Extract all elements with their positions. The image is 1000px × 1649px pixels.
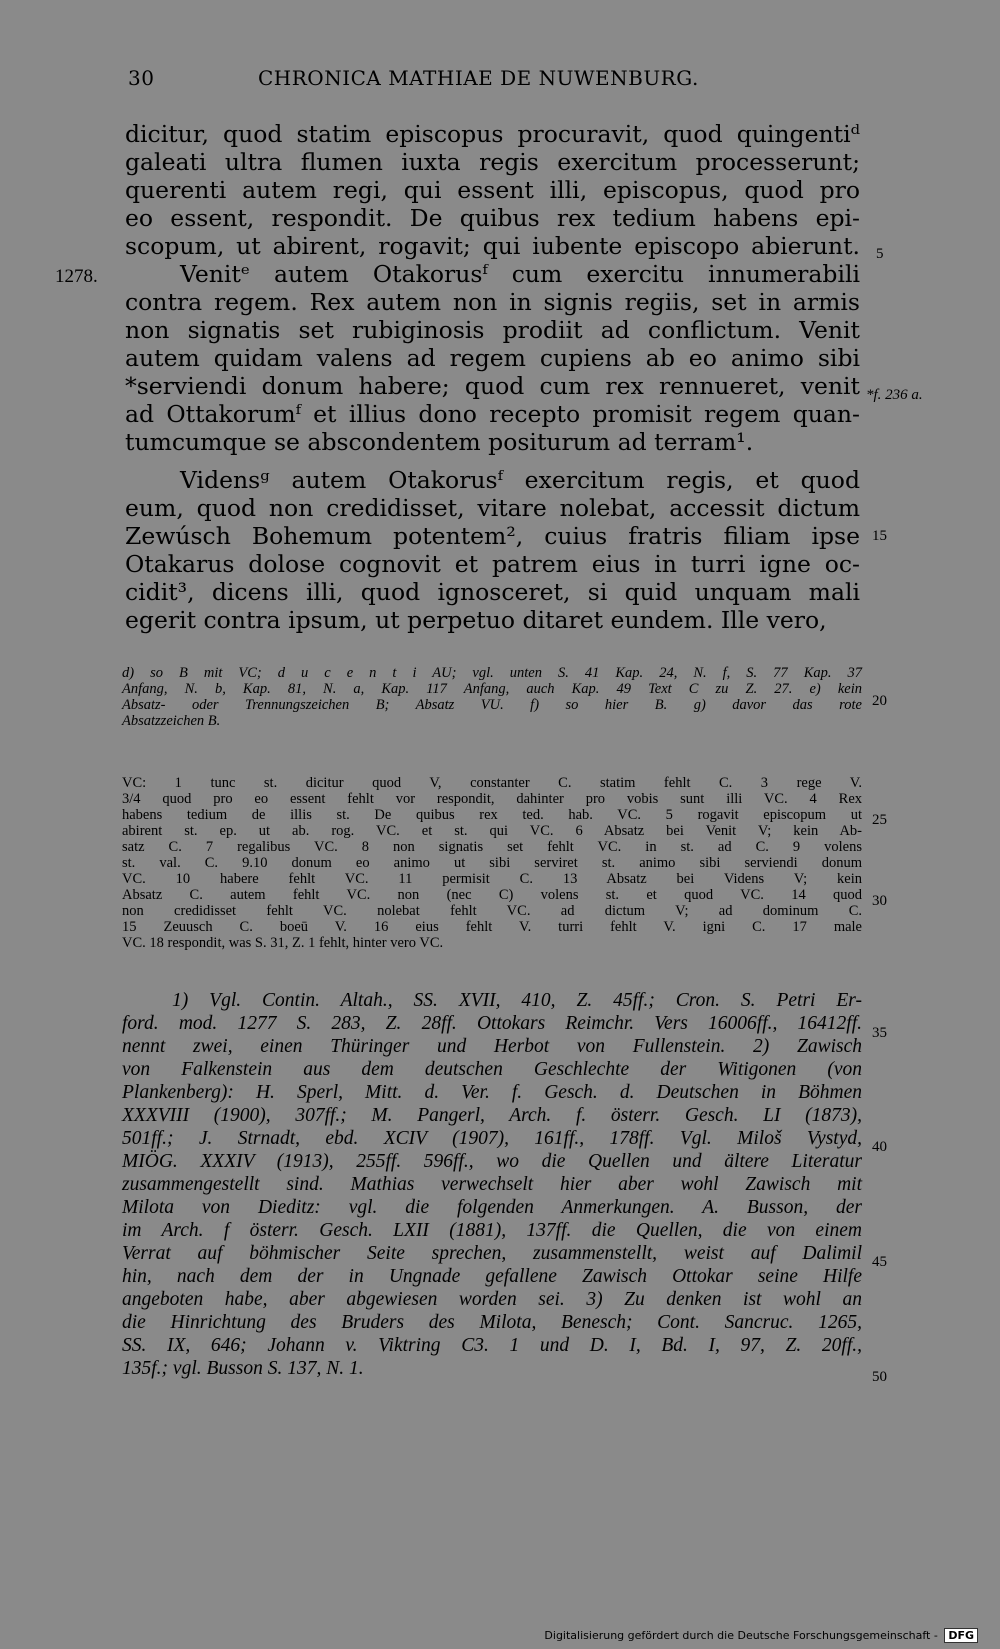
text-line: tumcumque se abscondentem positurum ad terram¹. bbox=[125, 428, 754, 456]
margin-line-number: 30 bbox=[872, 893, 887, 909]
text-line: scopum, ut abirent, rogavit; qui iubente episcopo abierunt. bbox=[125, 232, 860, 260]
variant-line: st. val. C. 9.10 donum eo animo ut sibi serviret st. animo sibi serviendi donum bbox=[122, 855, 862, 871]
text-line: non signatis set rubiginosis prodiit ad conflictum. Venit bbox=[125, 316, 860, 344]
text-line: contra regem. Rex autem non in signis regiis, set in armis bbox=[125, 288, 860, 316]
text-line: *serviendi donum habere; quod cum rex rennueret, venit bbox=[125, 372, 860, 400]
footnote-line: 1) Vgl. Contin. Altah., SS. XVII, 410, Z. 45ff.; Cron. S. Petri Er- bbox=[172, 990, 862, 1011]
margin-line-number: 15 bbox=[872, 528, 887, 544]
footnote-line: Plankenberg): H. Sperl, Mitt. d. Ver. f. Gesch. d. Deutschen in Böhmen bbox=[122, 1082, 862, 1103]
apparatus-line: Absatz- oder Trennungszeichen B; Absatz VU. f) so hier B. g) davor das rote bbox=[122, 697, 862, 713]
text-line: ad Ottakorumᶠ et illius dono recepto promisit regem quan- bbox=[125, 400, 860, 428]
footnote-line: XXXVIII (1900), 307ff.; M. Pangerl, Arch. f. österr. Gesch. LI (1873), bbox=[122, 1105, 862, 1126]
variant-line: abirent st. ep. ut ab. rog. VC. et st. qui VC. 6 Absatz bei Venit V; kein Ab- bbox=[122, 823, 862, 839]
margin-line-number: 50 bbox=[872, 1369, 887, 1385]
footnote-line: angeboten habe, aber abgewiesen worden sei. 3) Zu denken ist wohl an bbox=[122, 1289, 862, 1310]
text-line: Otakarus dolose cognovit et patrem eius in turri igne oc- bbox=[125, 550, 860, 578]
footnote-line: SS. IX, 646; Johann v. Viktring C3. 1 und D. I, Bd. I, 97, Z. 20ff., bbox=[122, 1335, 862, 1356]
margin-line-number: 5 bbox=[876, 246, 884, 262]
text-line: egerit contra ipsum, ut perpetuo ditaret eundem. Ille vero, bbox=[125, 606, 827, 634]
margin-line-number: 45 bbox=[872, 1254, 887, 1270]
footnote-line: 501ff.; J. Strnadt, ebd. XCIV (1907), 161ff., 178ff. Vgl. Miloš Vystyd, bbox=[122, 1128, 862, 1149]
footnote-line: im Arch. f österr. Gesch. LXII (1881), 137ff. die Quellen, die von einem bbox=[122, 1220, 862, 1241]
variant-line: Absatz C. autem fehlt VC. non (nec C) volens st. et quod VC. 14 quod bbox=[122, 887, 862, 903]
margin-line-number: 25 bbox=[872, 812, 887, 828]
text-line: Zewúsch Bohemum potentem², cuius fratris filiam ipse bbox=[125, 522, 860, 550]
footnote-line: Verrat auf böhmischer Seite sprechen, zusammenstellt, weist auf Dalimil bbox=[122, 1243, 862, 1264]
page-number: 30 bbox=[128, 66, 155, 90]
text-line: Venitᵉ autem Otakorusᶠ cum exercitu innumerabili bbox=[180, 260, 860, 288]
text-line: autem quidam valens ad regem cupiens ab eo animo sibi bbox=[125, 344, 860, 372]
footnote-line: hin, nach dem der in Ungnade gefallene Zawisch Ottokar seine Hilfe bbox=[122, 1266, 862, 1287]
variant-line: 3/4 quod pro eo essent fehlt vor respondit, dahinter pro vobis sunt illi VC. 4 Rex bbox=[122, 791, 862, 807]
variant-line: habens tedium de illis st. De quibus rex ted. hab. VC. 5 rogavit episcopum ut bbox=[122, 807, 862, 823]
apparatus-line: Absatzzeichen B. bbox=[122, 713, 221, 729]
text-line: querenti autem regi, qui essent illi, episcopus, quod pro bbox=[125, 176, 860, 204]
text-line: galeati ultra flumen iuxta regis exercitum processerunt; bbox=[125, 148, 860, 176]
footnote-line: von Falkenstein aus dem deutschen Geschlechte der Witigonen (von bbox=[122, 1059, 862, 1080]
credit-text: Digitalisierung gefördert durch die Deutsche Forschungsgemeinschaft - bbox=[544, 1629, 938, 1642]
text-line: eo essent, respondit. De quibus rex tedium habens epi- bbox=[125, 204, 860, 232]
margin-folio: *f. 236 a. bbox=[866, 387, 923, 403]
footnote-line: zusammengestellt sind. Mathias verwechselt hier aber wohl Zawisch mit bbox=[122, 1174, 862, 1195]
variant-line: non credidisset fehlt VC. nolebat fehlt VC. ad dictum V; ad dominum C. bbox=[122, 903, 862, 919]
footnote-line: die Hinrichtung des Bruders des Milota, Benesch; Cont. Sancruc. 1265, bbox=[122, 1312, 862, 1333]
text-line: dicitur, quod statim episcopus procuravit, quod quingentiᵈ bbox=[125, 120, 860, 148]
apparatus-line: d) so B mit VC; d u c e n t i AU; vgl. unten S. 41 Kap. 24, N. f, S. 77 Kap. 37 bbox=[122, 665, 862, 681]
text-line: Vidensᵍ autem Otakorusᶠ exercitum regis, et quod bbox=[180, 466, 860, 494]
footnote-line: 135f.; vgl. Busson S. 137, N. 1. bbox=[122, 1358, 364, 1379]
variant-line: satz C. 7 regalibus VC. 8 non signatis set fehlt VC. in st. ad C. 9 volens bbox=[122, 839, 862, 855]
apparatus-line: Anfang, N. b, Kap. 81, N. a, Kap. 117 Anfang, auch Kap. 49 Text C zu Z. 27. e) kein bbox=[122, 681, 862, 697]
variant-line: 15 Zeuusch C. boeū V. 16 eius fehlt V. turri fehlt V. igni C. 17 male bbox=[122, 919, 862, 935]
footnote-line: ford. mod. 1277 S. 283, Z. 28ff. Ottokars Reimchr. Vers 16006ff., 16412ff. bbox=[122, 1013, 862, 1034]
margin-line-number: 20 bbox=[872, 693, 887, 709]
footnote-line: Milota von Dieditz: vgl. die folgenden Anmerkungen. A. Busson, der bbox=[122, 1197, 862, 1218]
variant-line: VC. 10 habere fehlt VC. 11 permisit C. 13 Absatz bei Videns V; kein bbox=[122, 871, 862, 887]
variant-line: VC. 18 respondit, was S. 31, Z. 1 fehlt, hinter vero VC. bbox=[122, 935, 444, 951]
footnote-line: MIÖG. XXXIV (1913), 255ff. 596ff., wo die Quellen und ältere Literatur bbox=[122, 1151, 862, 1172]
variant-line: VC: 1 tunc st. dicitur quod V, constanter C. statim fehlt C. 3 rege V. bbox=[122, 775, 862, 791]
footnote-line: nennt zwei, einen Thüringer und Herbot von Fullenstein. 2) Zawisch bbox=[122, 1036, 862, 1057]
running-title: CHRONICA MATHIAE DE NUWENBURG. bbox=[258, 66, 699, 90]
dfg-logo: DFG bbox=[944, 1628, 978, 1643]
margin-line-number: 40 bbox=[872, 1139, 887, 1155]
margin-year: 1278. bbox=[55, 266, 98, 287]
digitization-credit bbox=[544, 1628, 978, 1643]
margin-line-number: 35 bbox=[872, 1025, 887, 1041]
text-line: eum, quod non credidisset, vitare nolebat, accessit dictum bbox=[125, 494, 860, 522]
text-line: cidit³, dicens illi, quod ignosceret, si quid unquam mali bbox=[125, 578, 860, 606]
